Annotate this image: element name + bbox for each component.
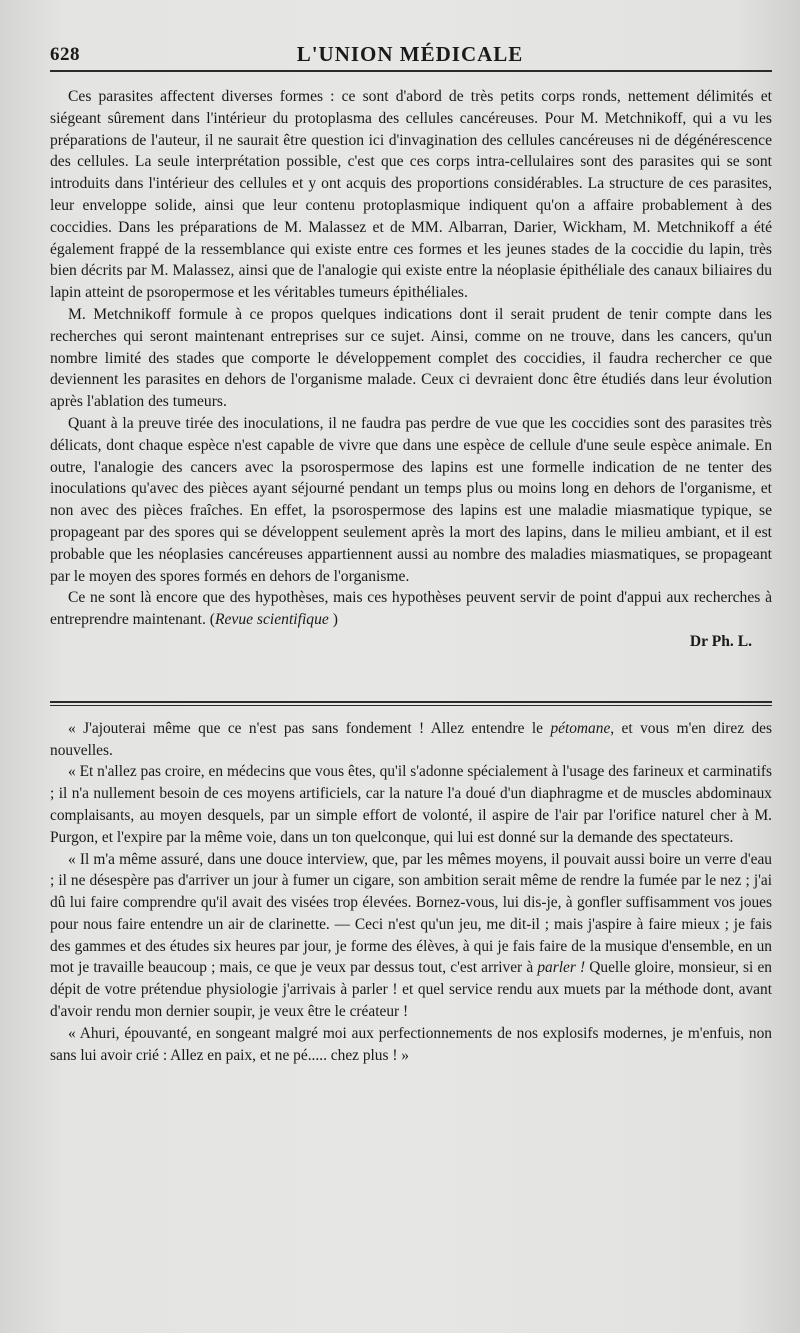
article-paragraph: M. Metchnikoff formule à ce propos quelques indications dont il serait prudent de tenir compte dans les recherches qui seront maintenant entreprises sur ce sujet. Ainsi, comme on ne trouve, dans les cancers, qu'un nombre limité des stades que comporte le développement complet des coccidies, il faudra rechercher ce que deviennent les parasites en dehors de l'organisme malade. Ceux ci devraient donc être étudiés dans leur évolution après l'ablation des tumeurs. xyxy=(50,305,772,411)
paragraph-text-end: ) xyxy=(328,611,338,629)
section-divider xyxy=(50,701,772,706)
article-paragraph: Ces parasites affectent diverses formes : ce sont d'abord de très petits corps ronds, nettement délimités et siégeant sûrement dans l'intérieur du protoplasma des cellules cancéreuses. Pour M. Metchnikoff, qui a vu les préparations de l'auteur, il ne saurait être question ici d'invagination des cellules cancéreuses ni de dégénérescence des cellules. La seule interprétation possible, c'est que ces corps intra-cellulaires sont des parasites qui se sont introduits dans l'intérieur des cellules et y ont acquis des proportions considérables. La structure de ces parasites, leur enveloppe solide, ainsi que leur contenu protoplasmique indiquent qu'on a affaire probablement à des coccidies. Dans les préparations de M. Malassez et de MM. Albarran, Darier, Wickham, M. Metchnikoff a été également frappé de la ressemblance qui existe entre ces formes et les jeunes stades de la coccidie du lapin, très bien décrits par M. Malassez, ainsi que de l'analogie qui existe entre la néoplasie épithéliale des canaux biliaires du lapin atteint de psoropermose et les véritables tumeurs épithéliales. xyxy=(50,88,772,302)
anecdote-paragraph xyxy=(50,718,772,762)
page-header xyxy=(50,38,770,66)
paragraph-text-end: , et vous m'en direz des nouvelles. xyxy=(50,719,772,759)
paragraph-text-end: Quelle gloire, monsieur, si en dépit de votre prétendue physiologie j'arrivais à parler ! et quel service rendu aux muets par la méthode dont, avant d'avoir rendu mon dernier soupir, je veux être le créateur ! xyxy=(50,959,773,1021)
emphasized-term: parler ! xyxy=(537,959,586,977)
header-rule xyxy=(50,70,772,72)
article-body xyxy=(50,86,772,653)
anecdote-paragraph xyxy=(50,849,772,1023)
emphasized-term: pétomane xyxy=(550,719,611,737)
paragraph-text: « Il m'a même assuré, dans une douce interview, que, par les mêmes moyens, il pouvait aussi boire un verre d'eau ; il ne désespère pas d'arriver un jour à fumer un cigare, son ambition serait même de rendre la fumée par le nez ; j'ai dû lui faire comprendre qu'il avait des visées trop élevées. Bornez-vous, lui dis-je, à gonfler suffisamment vos joues pour nous faire entendre un air de clarinette. — Ceci n'est qu'un jeu, me dit-il ; mais j'aspire à faire mieux ; je fais des gammes et des études six heures par jour, je forme des élèves, à qui je fais faire de la musique d'ensemble, en un mot je travaille beaucoup ; mais, ce que je veux par dessus tout, c'est arriver à xyxy=(50,850,772,977)
anecdote-body xyxy=(50,718,772,1067)
paragraph-text: « J'ajouterai même que ce n'est pas sans fondement ! Allez entendre le xyxy=(68,719,551,737)
author-signature: Dr Ph. L. xyxy=(689,632,752,650)
anecdote-paragraph: « Et n'allez pas croire, en médecins que vous êtes, qu'il s'adonne spécialement à l'usage des farineux et carminatifs ; il n'a nullement besoin de ces moyens artificiels, car la nature l'a doué d'un diaphragme et de muscles abdominaux complaisants, au moyen desquels, par un simple effort de volonté, il aspire de l'air par l'orifice naturel cher à M. Purgon, et l'expire par la même voie, dans un ton quelconque, qui lui est donné sur la demande des spectateurs. xyxy=(50,763,772,846)
source-citation: Revue scientifique xyxy=(214,611,329,629)
page-number: 628 xyxy=(50,44,80,65)
paragraph-text: Ce ne sont là encore que des hypothèses, mais ces hypothèses peuvent servir de point d'appui aux recherches à entreprendre maintenant. ( xyxy=(50,589,772,629)
article-paragraph xyxy=(50,587,772,631)
anecdote-paragraph: « Ahuri, épouvanté, en songeant malgré moi aux perfectionnements de nos explosifs modernes, je m'enfuis, non sans lui avoir crié : Allez en paix, et ne pé..... chez plus ! » xyxy=(50,1024,772,1064)
running-title: L'UNION MÉDICALE xyxy=(296,42,524,66)
article-paragraph: Quant à la preuve tirée des inoculations, il ne faudra pas perdre de vue que les coccidies sont des parasites très délicats, dont chaque espèce n'est capable de vivre que dans une espèce de cellule d'une seule espèce animale. En outre, l'analogie des cancers avec la psorospermose des lapins est une formelle indication de ne tenter des inoculations qu'avec des pièces ayant séjourné pendant un temps plus ou moins long en dehors de l'organisme, et non avec des pièces fraîches. En effet, la psorospermose des lapins est une maladie miasmatique typique, se propageant par des spores qui se développent seulement après la mort des lapins, dans le milieu ambiant, et il est probable que les néoplasies cancéreuses appartiennent aussi au nombre des maladies miasmatiques, se propageant par le moyen des spores formés en dehors de l'organisme. xyxy=(50,414,772,585)
